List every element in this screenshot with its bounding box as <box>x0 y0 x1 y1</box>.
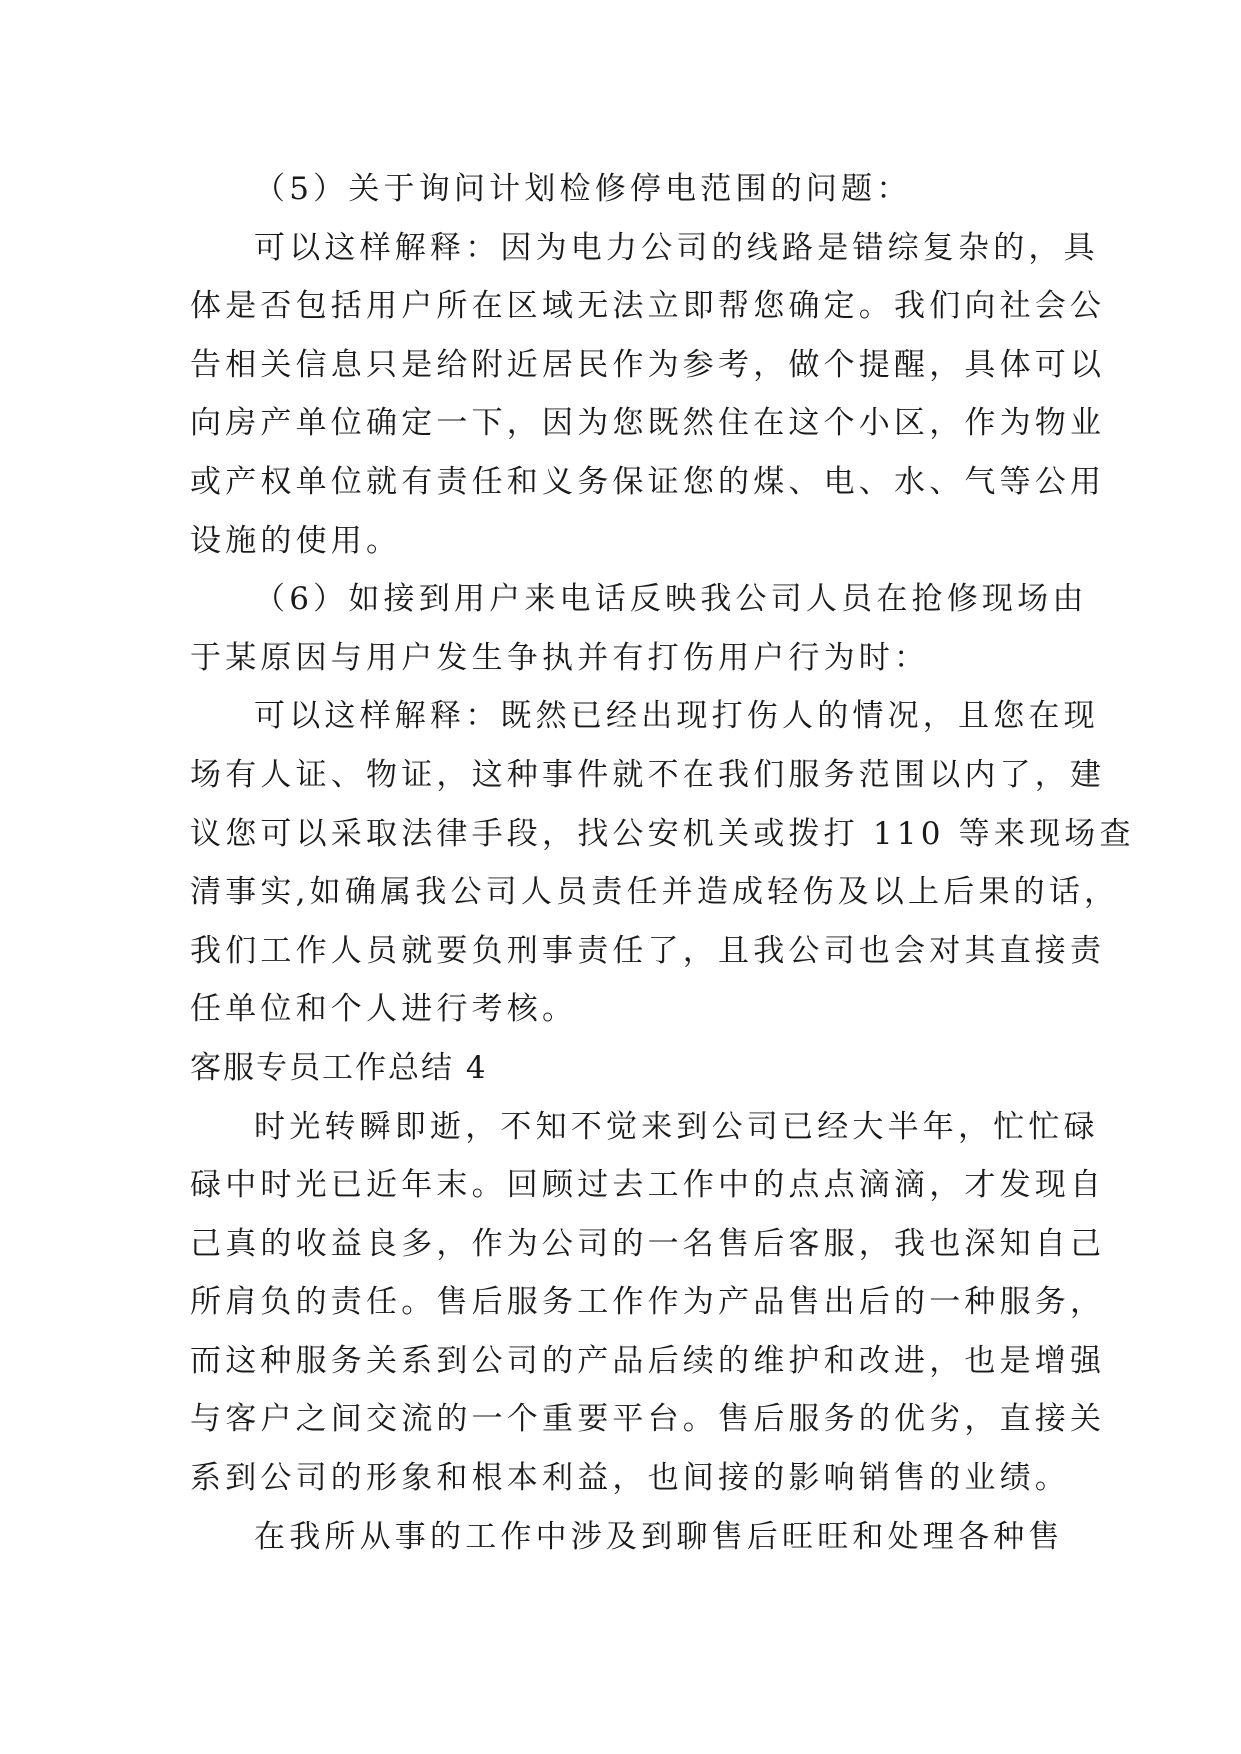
text-line: 而这种服务关系到公司的产品后续的维护和改进，也是增强 <box>190 1342 1106 1379</box>
text-line: 可以这样解释：因为电力公司的线路是错综复杂的，具 <box>254 229 1099 266</box>
text-line: 在我所从事的工作中涉及到聊售后旺旺和处理各种售 <box>254 1518 1064 1555</box>
text-line: 与客户之间交流的一个重要平台。售后服务的优劣，直接关 <box>190 1401 1106 1438</box>
text-line: 设施的使用。 <box>190 522 402 559</box>
text-line: 于某原因与用户发生争执并有打伤用户行为时： <box>190 639 930 676</box>
text-line: 清事实,如确属我公司人员责任并造成轻伤及以上后果的话， <box>190 874 1120 911</box>
section-heading: 客服专员工作总结 4 <box>190 1049 488 1086</box>
text-line: 或产权单位就有责任和义务保证您的煤、电、水、气等公用 <box>190 463 1106 500</box>
text-line: 时光转瞬即逝，不知不觉来到公司已经大半年，忙忙碌 <box>254 1108 1099 1145</box>
text-line: 议您可以采取法律手段，找公安机关或拨打 110 等来现场查 <box>190 815 1135 852</box>
text-line: 体是否包括用户所在区域无法立即帮您确定。我们向社会公 <box>190 288 1106 325</box>
text-line: 可以这样解释：既然已经出现打伤人的情况，且您在现 <box>254 698 1099 735</box>
text-line: （5）关于询问计划检修停电范围的问题： <box>254 171 912 207</box>
text-line: （6）如接到用户来电话反映我公司人员在抢修现场由 <box>254 581 1088 618</box>
text-line: 所肩负的责任。售后服务工作作为产品售出后的一种服务， <box>190 1284 1106 1321</box>
text-line: 碌中时光已近年末。回顾过去工作中的点点滴滴，才发现自 <box>190 1167 1106 1204</box>
text-line: 我们工作人员就要负刑事责任了，且我公司也会对其直接责 <box>190 932 1106 969</box>
text-line: 任单位和个人进行考核。 <box>190 991 578 1028</box>
text-line: 己真的收益良多，作为公司的一名售后客服，我也深知自己 <box>190 1225 1106 1262</box>
text-line: 系到公司的形象和根本利益，也间接的影响销售的业绩。 <box>190 1460 1070 1497</box>
text-line: 告相关信息只是给附近居民作为参考，做个提醒，具体可以 <box>190 346 1106 383</box>
document-body <box>190 160 1135 1566</box>
text-line: 向房产单位确定一下，因为您既然住在这个小区，作为物业 <box>190 405 1106 442</box>
text-line: 场有人证、物证，这种事件就不在我们服务范围以内了，建 <box>190 756 1106 793</box>
